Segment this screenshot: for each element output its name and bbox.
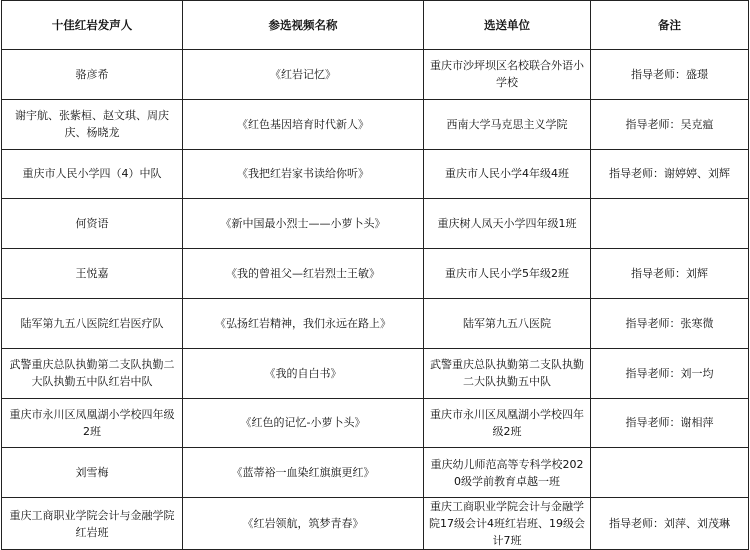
header-unit: 选送单位 xyxy=(424,1,591,50)
cell-unit: 西南大学马克思主义学院 xyxy=(424,99,591,149)
cell-remarks: 指导老师：谢相萍 xyxy=(591,398,749,448)
cell-unit: 重庆市永川区凤凰湖小学校四年级2班 xyxy=(424,398,591,448)
cell-video-title: 《红色基因培育时代新人》 xyxy=(183,99,424,149)
cell-remarks: 指导老师：谢婷婷、刘辉 xyxy=(591,149,749,199)
cell-remarks: 指导老师：盛璟 xyxy=(591,50,749,100)
header-remarks: 备注 xyxy=(591,1,749,50)
table-row xyxy=(2,50,749,100)
table-row xyxy=(2,298,749,348)
cell-speaker: 骆彦希 xyxy=(2,50,183,100)
cell-unit: 重庆市沙坪坝区名校联合外语小学校 xyxy=(424,50,591,100)
cell-unit: 陆军第九五八医院 xyxy=(424,298,591,348)
cell-unit: 重庆树人凤天小学四年级1班 xyxy=(424,199,591,249)
cell-video-title: 《红岩领航，筑梦青春》 xyxy=(183,498,424,550)
table-row xyxy=(2,99,749,149)
cell-video-title: 《弘扬红岩精神，我们永远在路上》 xyxy=(183,298,424,348)
cell-video-title: 《我的曾祖父—红岩烈士王敏》 xyxy=(183,249,424,299)
cell-remarks: 指导老师：刘辉 xyxy=(591,249,749,299)
cell-remarks: 指导老师：刘一均 xyxy=(591,348,749,398)
cell-speaker: 陆军第九五八医院红岩医疗队 xyxy=(2,298,183,348)
table-row xyxy=(2,348,749,398)
header-speaker: 十佳红岩发声人 xyxy=(2,1,183,50)
cell-unit: 重庆市人民小学4年级4班 xyxy=(424,149,591,199)
cell-unit: 重庆幼儿师范高等专科学校2020级学前教育卓越一班 xyxy=(424,448,591,498)
cell-speaker: 王悦嘉 xyxy=(2,249,183,299)
cell-video-title: 《新中国最小烈士——小萝卜头》 xyxy=(183,199,424,249)
table-row xyxy=(2,398,749,448)
table-row xyxy=(2,448,749,498)
cell-unit: 重庆工商职业学院会计与金融学院17级会计4班红岩班、19级会计7班 xyxy=(424,498,591,550)
cell-video-title: 《红岩记忆》 xyxy=(183,50,424,100)
cell-speaker: 谢宇航、张紫桓、赵文琪、周庆庆、杨晓龙 xyxy=(2,99,183,149)
table-row xyxy=(2,149,749,199)
cell-video-title: 《蓝蒂裕一血染红旗旗更红》 xyxy=(183,448,424,498)
cell-remarks xyxy=(591,448,749,498)
cell-remarks: 指导老师：张寒微 xyxy=(591,298,749,348)
cell-remarks xyxy=(591,199,749,249)
cell-speaker: 重庆市永川区凤凰湖小学校四年级2班 xyxy=(2,398,183,448)
cell-speaker: 刘雪梅 xyxy=(2,448,183,498)
cell-speaker: 武警重庆总队执勤第二支队执勤二大队执勤五中队红岩中队 xyxy=(2,348,183,398)
cell-unit: 武警重庆总队执勤第二支队执勤二大队执勤五中队 xyxy=(424,348,591,398)
header-video-title: 参选视频名称 xyxy=(183,1,424,50)
table-header-row xyxy=(2,1,749,50)
cell-remarks: 指导老师：刘萍、刘茂琳 xyxy=(591,498,749,550)
cell-video-title: 《我把红岩家书读给你听》 xyxy=(183,149,424,199)
cell-speaker: 何资语 xyxy=(2,199,183,249)
table-row xyxy=(2,498,749,550)
table-row xyxy=(2,249,749,299)
cell-unit: 重庆市人民小学5年级2班 xyxy=(424,249,591,299)
table-row xyxy=(2,199,749,249)
cell-video-title: 《红色的记忆-小萝卜头》 xyxy=(183,398,424,448)
award-table xyxy=(1,0,749,550)
cell-speaker: 重庆市人民小学四（4）中队 xyxy=(2,149,183,199)
cell-video-title: 《我的自白书》 xyxy=(183,348,424,398)
cell-speaker: 重庆工商职业学院会计与金融学院红岩班 xyxy=(2,498,183,550)
cell-remarks: 指导老师：吴克瘟 xyxy=(591,99,749,149)
